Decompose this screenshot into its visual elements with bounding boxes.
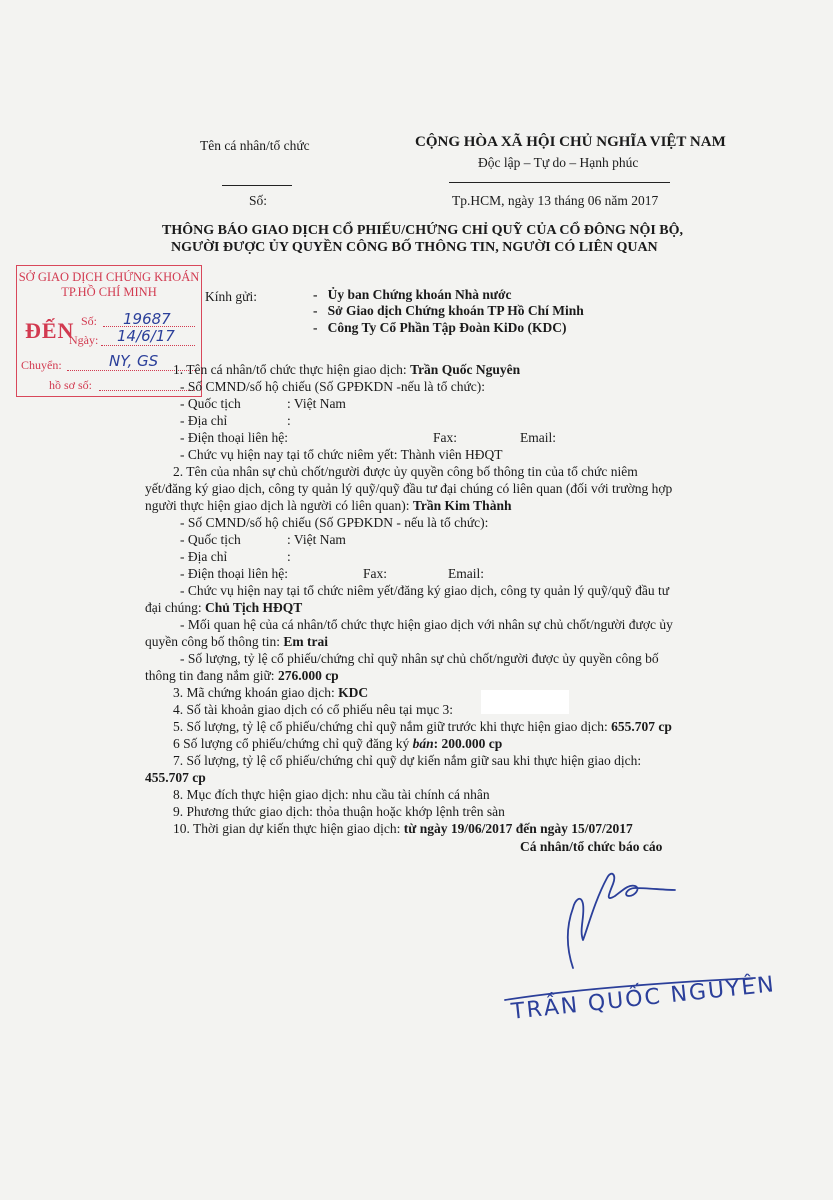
s1-cmnd: - Số CMND/số hộ chiếu (Số GPĐKDN -nếu là tổ chức): — [180, 379, 486, 394]
s2-cmnd: - Số CMND/số hộ chiếu (Số GPĐKDN - nếu là tổ chức): — [180, 515, 489, 530]
s7-line-2: 455.707 cp — [145, 770, 206, 785]
stamp-line-2: TP.HỒ CHÍ MINH — [61, 285, 157, 299]
s7-line-1: 7. Số lượng, tỷ lệ cổ phiếu/chứng chỉ quỹ dự kiến nắm giữ sau khi thực hiện giao dịch: — [173, 753, 642, 768]
s8-line: 8. Mục đích thực hiện giao dịch: nhu cầu tài chính cá nhân — [173, 787, 490, 802]
motto-underline — [449, 182, 670, 183]
s2-phone: - Điện thoại liên hệ: — [180, 566, 288, 581]
org-label: Tên cá nhân/tổ chức — [200, 138, 310, 153]
s10-line: 10. Thời gian dự kiến thực hiện giao dịch: từ ngày 19/06/2017 đến ngày 15/07/2017 — [173, 821, 633, 836]
s9-line: 9. Phương thức giao dịch: thỏa thuận hoặc khớp lệnh trên sàn — [173, 804, 505, 819]
so-underline — [222, 185, 292, 186]
stamp-ngay-label: Ngày: — [69, 333, 99, 347]
motto: Độc lập – Tự do – Hạnh phúc — [478, 155, 639, 170]
s2-line-2: yết/đăng ký giao dịch, công ty quản lý quỹ/quỹ đầu tư đại chúng có liên quan (đối với trường hợp — [145, 481, 673, 496]
s3-line: 3. Mã chứng khoán giao dịch: KDC — [173, 685, 369, 700]
s2-holding-line-2: thông tin đang nắm giữ: 276.000 cp — [145, 668, 339, 683]
s1-position: - Chức vụ hiện nay tại tổ chức niêm yết: Thành viên HĐQT — [180, 447, 503, 462]
s2-fax: Fax: — [363, 566, 388, 581]
s2-relation-line-2: quyền công bố thông tin: Em trai — [145, 634, 328, 649]
s2-address-value: : — [287, 549, 291, 564]
stamp-so-value: 19687 — [123, 310, 171, 328]
s5-line: 5. Số lượng, tỷ lệ cổ phiếu/chứng chỉ quỹ nắm giữ trước khi thực hiện giao dịch: 655.707 cp — [173, 719, 672, 734]
stamp-ngay-value: 14/6/17 — [117, 327, 175, 345]
s2-line-3: người thực hiện giao dịch là người có liên quan): Trần Kim Thành — [145, 498, 512, 513]
stamp-hoso-label: hồ sơ số: — [49, 378, 93, 392]
s1-nationality-label: - Quốc tịch — [180, 396, 241, 411]
stamp-den: ĐẾN — [25, 318, 75, 343]
stamp-so-label: Số: — [81, 314, 98, 328]
s2-line-1: 2. Tên của nhân sự chủ chốt/người được ủy quyền công bố thông tin của tổ chức niêm — [173, 464, 638, 479]
recipient-2: - Sở Giao dịch Chứng khoán TP Hồ Chí Minh — [313, 303, 584, 318]
s1-fax: Fax: — [433, 430, 458, 445]
stamp-chuyen-label: Chuyển: — [21, 358, 62, 372]
s2-nationality-label: - Quốc tịch — [180, 532, 241, 547]
stamp-line-1: SỞ GIAO DỊCH CHỨNG KHOÁN — [18, 270, 200, 284]
stamp-ngay-dots — [101, 345, 195, 346]
s6-line: 6 Số lượng cổ phiếu/chứng chỉ quỹ đăng ký bán: 200.000 cp — [173, 736, 503, 751]
s1-phone: - Điện thoại liên hệ: — [180, 430, 288, 445]
s1-email: Email: — [520, 430, 556, 445]
s2-nationality-value: : Việt Nam — [287, 532, 346, 547]
s2-email: Email: — [448, 566, 484, 581]
s2-holding-line-1: - Số lượng, tỷ lệ cổ phiếu/chứng chỉ quỹ nhân sự chủ chốt/người được ủy quyền công bố — [180, 651, 659, 666]
doc-number-label: Số: — [249, 193, 268, 208]
s4-line: 4. Số tài khoản giao dịch có cổ phiếu nêu tại mục 3: — [173, 702, 454, 717]
s1-address-label: - Địa chỉ — [180, 413, 228, 428]
handwritten-name: TRẦN QUỐC NGUYÊN — [510, 972, 777, 1025]
republic-heading: CỘNG HÒA XÃ HỘI CHỦ NGHĨA VIỆT NAM — [415, 134, 726, 150]
s2-relation-line-1: - Mối quan hệ của cá nhân/tổ chức thực hiện giao dịch với nhân sự chủ chốt/người được ủy — [180, 617, 673, 632]
signature-label: Cá nhân/tổ chức báo cáo — [520, 839, 663, 854]
recipient-1: - Ủy ban Chứng khoán Nhà nước — [313, 287, 512, 302]
redaction-box — [481, 690, 569, 714]
recipients-label: Kính gửi: — [205, 289, 257, 304]
recipient-3: - Công Ty Cổ Phần Tập Đoàn KiDo (KDC) — [313, 320, 567, 335]
place-date: Tp.HCM, ngày 13 tháng 06 năm 2017 — [452, 193, 659, 208]
title-line-2: NGƯỜI ĐƯỢC ỦY QUYỀN CÔNG BỐ THÔNG TIN, NGƯỜI CÓ LIÊN QUAN — [171, 240, 658, 255]
s2-address-label: - Địa chỉ — [180, 549, 228, 564]
title-line-1: THÔNG BÁO GIAO DỊCH CỔ PHIẾU/CHỨNG CHỈ QUỸ CỦA CỔ ĐÔNG NỘI BỘ, — [162, 223, 684, 238]
stamp-chuyen-value: NY, GS — [109, 352, 159, 370]
s1-nationality-value: : Việt Nam — [287, 396, 346, 411]
s1-address-value: : — [287, 413, 291, 428]
s2-position-line-2: đại chúng: Chủ Tịch HĐQT — [145, 600, 303, 615]
s1-line: 1. Tên cá nhân/tổ chức thực hiện giao dịch: Trần Quốc Nguyên — [173, 362, 521, 377]
s2-position-line-1: - Chức vụ hiện nay tại tổ chức niêm yết/đăng ký giao dịch, công ty quản lý quỹ/quỹ đầu tư — [180, 583, 670, 598]
